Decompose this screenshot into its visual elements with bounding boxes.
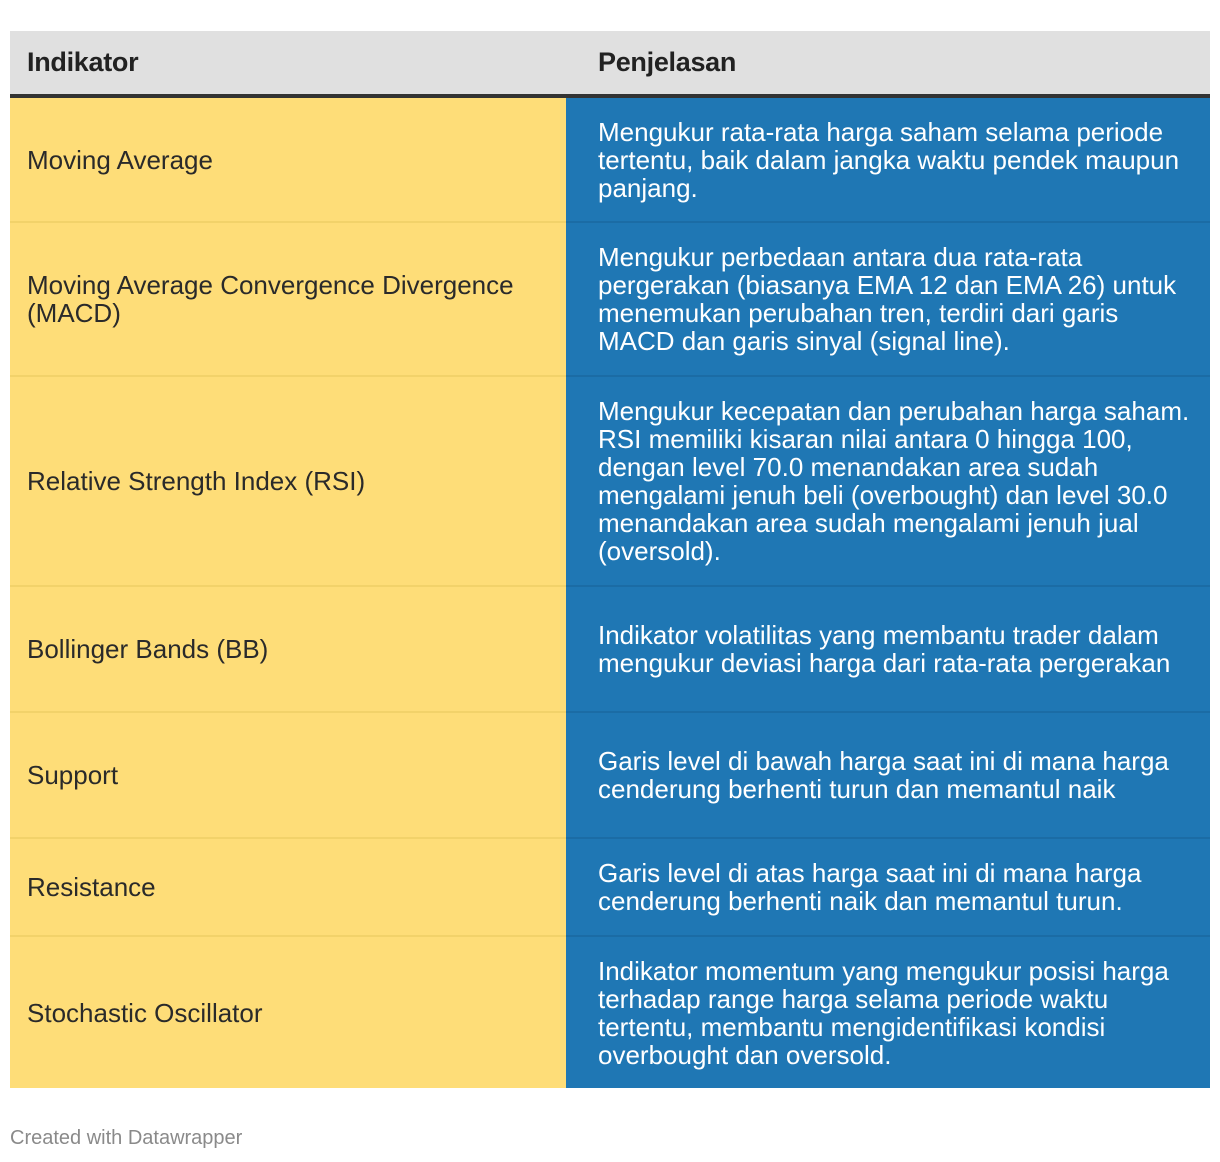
indicator-cell: Moving Average [10,96,566,222]
table-header-row [10,31,1210,96]
indicator-table [10,31,1210,1088]
table-row [10,586,1210,712]
indicator-cell: Relative Strength Index (RSI) [10,376,566,586]
indicator-cell: Resistance [10,838,566,936]
indicator-cell: Stochastic Oscillator [10,936,566,1088]
explanation-cell: Garis level di bawah harga saat ini di mana harga cenderung berhenti turun dan memantul naik [566,712,1210,838]
table-row [10,376,1210,586]
table-row [10,936,1210,1088]
explanation-cell: Indikator momentum yang mengukur posisi harga terhadap range harga selama periode waktu tertentu, membantu mengidentifikasi kondisi overbought dan oversold. [566,936,1210,1088]
indicator-cell: Support [10,712,566,838]
table-row [10,96,1210,222]
explanation-cell: Mengukur kecepatan dan perubahan harga saham. RSI memiliki kisaran nilai antara 0 hingga 100, dengan level 70.0 menandakan area sudah mengalami jenuh beli (overbought) dan level 30.0 menandakan area sudah mengalami jenuh jual (oversold). [566,376,1210,586]
table-row [10,222,1210,376]
table-row [10,712,1210,838]
indicator-table-container [10,31,1210,1088]
indicator-cell: Moving Average Convergence Divergence (MACD) [10,222,566,376]
table-row [10,838,1210,936]
datawrapper-credit[interactable]: Created with Datawrapper [10,1127,243,1149]
explanation-cell: Mengukur perbedaan antara dua rata-rata pergerakan (biasanya EMA 12 dan EMA 26) untuk menemukan perubahan tren, terdiri dari garis MACD dan garis sinyal (signal line). [566,222,1210,376]
explanation-cell: Indikator volatilitas yang membantu trader dalam mengukur deviasi harga dari rata-rata pergerakan [566,586,1210,712]
explanation-cell: Garis level di atas harga saat ini di mana harga cenderung berhenti naik dan memantul turun. [566,838,1210,936]
header-indikator[interactable]: Indikator [10,31,566,96]
header-penjelasan[interactable]: Penjelasan [566,31,1210,96]
explanation-cell: Mengukur rata-rata harga saham selama periode tertentu, baik dalam jangka waktu pendek maupun panjang. [566,96,1210,222]
indicator-cell: Bollinger Bands (BB) [10,586,566,712]
